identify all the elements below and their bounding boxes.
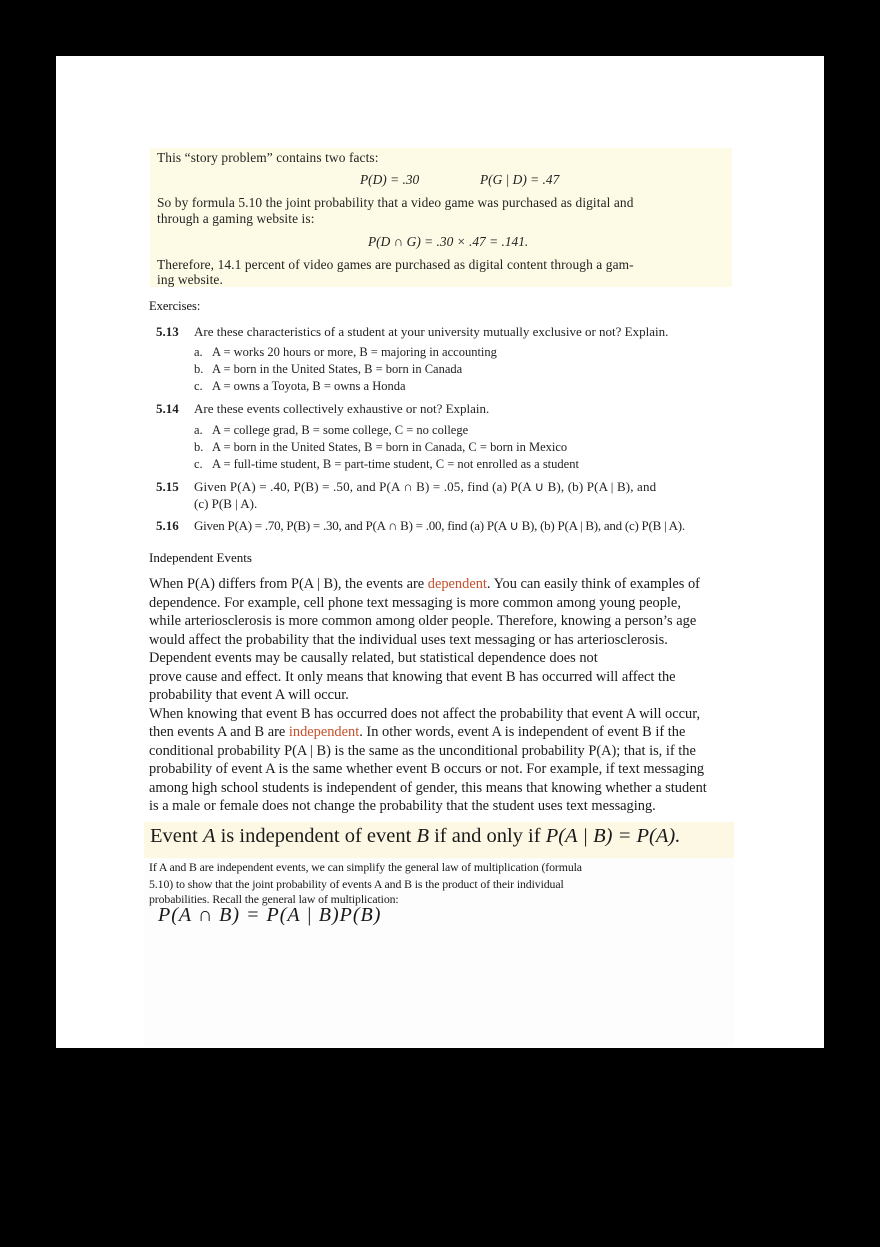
section-heading: Independent Events — [149, 550, 252, 565]
paragraph-line: probability that event A will occur. — [149, 687, 349, 703]
paragraph-line: When knowing that event B has occurred does not affect the probability that event A will occur, — [149, 706, 701, 722]
story-intro: This “story problem” contains two facts: — [157, 150, 379, 165]
sub-text: A = college grad, B = some college, C = no college — [212, 423, 469, 437]
sub-letter: b. — [194, 440, 204, 454]
exercise-text-cont: (c) P(B | A). — [194, 496, 258, 511]
sub-letter: a. — [194, 345, 203, 359]
sub-text: A = full-time student, B = part-time student, C = not enrolled as a student — [212, 457, 579, 471]
paragraph-line: If A and B are independent events, we can simplify the general law of multiplication (formula — [149, 860, 582, 874]
paragraph-line: dependence. For example, cell phone text messaging is more common among young people, — [149, 595, 681, 611]
paragraph-line: probabilities. Recall the general law of multiplication: — [149, 892, 399, 906]
story-conclusion-line-1: Therefore, 14.1 percent of video games are purchased as digital content through a gam- — [157, 257, 634, 272]
exercise-text: Are these characteristics of a student at your university mutually exclusive or not? Explain. — [194, 324, 669, 339]
exercise-number: 5.15 — [156, 479, 179, 494]
multiplication-law-formula: P(A ∩ B) = P(A | B)P(B) — [158, 904, 382, 926]
exercise-number: 5.16 — [156, 518, 179, 533]
independence-definition: Event A is independent of event B if and only if P(A | B) = P(A). — [150, 825, 681, 847]
exercises-label: Exercises: — [149, 299, 201, 313]
joint-probability-equation: P(D ∩ G) = .30 × .47 = .141. — [368, 234, 529, 249]
sub-letter: b. — [194, 362, 204, 376]
sub-text: A = works 20 hours or more, B = majoring in accounting — [212, 345, 497, 359]
paragraph-line: while arteriosclerosis is more common among older people. Therefore, knowing a person’s age — [149, 613, 697, 629]
fact-pgd: P(G | D) = .47 — [480, 172, 560, 187]
definition-box — [144, 822, 734, 858]
paragraph-line: probability of event A is the same whether event B occurs or not. For example, if text messaging — [149, 761, 705, 777]
story-conclusion-line-2: ing website. — [157, 272, 223, 287]
story-formula-line-2: through a gaming website is: — [157, 211, 315, 226]
paragraph-line: then events A and B are independent. In other words, event A is independent of event B if the — [149, 724, 686, 740]
exercise-number: 5.13 — [156, 324, 179, 339]
sub-text: A = born in the United States, B = born in Canada, C = born in Mexico — [212, 440, 568, 454]
fact-pd: P(D) = .30 — [360, 172, 420, 187]
document-page — [56, 56, 824, 1048]
paragraph-line: conditional probability P(A | B) is the same as the unconditional probability P(A); that is, if the — [149, 743, 696, 759]
exercise-text: Given P(A) = .40, P(B) = .50, and P(A ∩ B) = .05, find (a) P(A ∪ B), (b) P(A | B), and — [194, 479, 657, 494]
paragraph-line: is a male or female does not change the probability that the student uses text messaging. — [149, 798, 656, 814]
sub-letter: a. — [194, 423, 203, 437]
sub-text: A = owns a Toyota, B = owns a Honda — [212, 379, 406, 393]
paragraph-line: among high school students is independent of gender, this means that knowing whether a student — [149, 780, 707, 796]
story-formula-line-1: So by formula 5.10 the joint probability that a video game was purchased as digital and — [157, 195, 634, 210]
sub-text: A = born in the United States, B = born in Canada — [212, 362, 463, 376]
exercise-text: Are these events collectively exhaustive or not? Explain. — [194, 401, 490, 416]
exercise-text: Given P(A) = .70, P(B) = .30, and P(A ∩ B) = .00, find (a) P(A ∪ B), (b) P(A | B), and (c) P(B | A). — [194, 518, 685, 533]
exercise-number: 5.14 — [156, 401, 179, 416]
story-problem-box — [150, 148, 732, 287]
sub-letter: c. — [194, 379, 203, 393]
paragraph-line: 5.10) to show that the joint probability of events A and B is the product of their individual — [149, 877, 564, 891]
paragraph-line: prove cause and effect. It only means that knowing that event B has occurred will affect the — [149, 669, 676, 685]
dependent-link[interactable]: dependent — [427, 576, 487, 592]
paragraph-line: Dependent events may be causally related, but statistical dependence does not — [149, 650, 598, 666]
paragraph-line: would affect the probability that the individual uses text messaging or has arteriosclerosis. — [149, 632, 668, 648]
sub-letter: c. — [194, 457, 203, 471]
paragraph-line: When P(A) differs from P(A | B), the events are dependent. You can easily think of examples of — [149, 576, 700, 592]
independent-link[interactable]: independent — [288, 724, 360, 740]
